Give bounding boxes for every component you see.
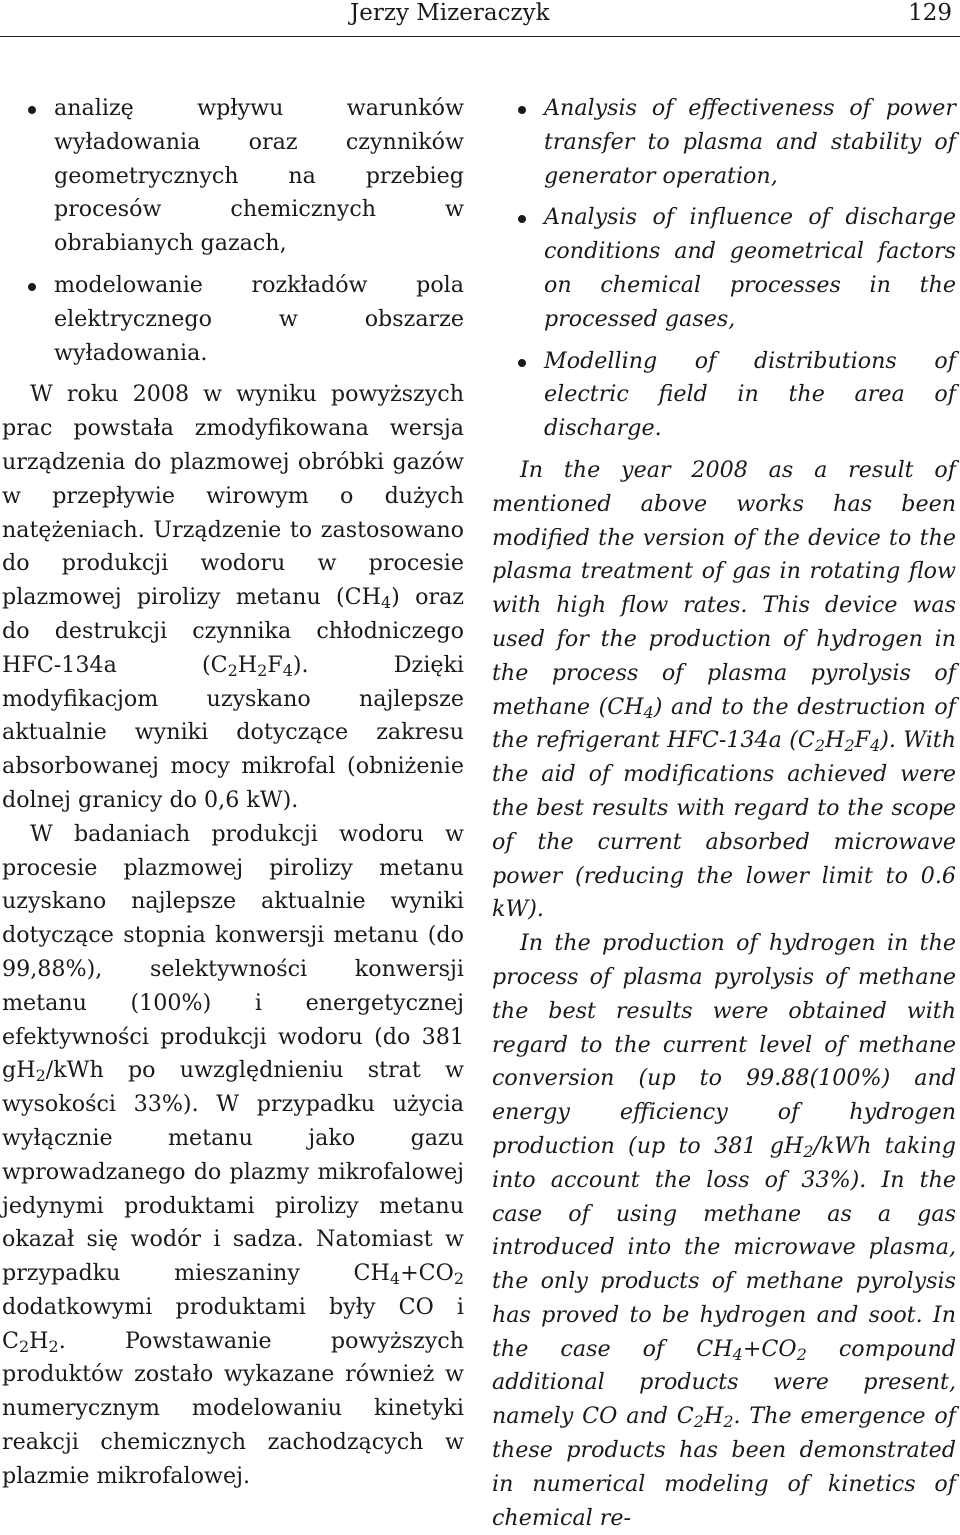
english-paragraph-1: In the year 2008 as a result of mentioned above works has been modified the version of the device to the plasma treatment of gas in rotating flow with high flow rates. This device was used for the production of hydrogen in the process of plasma pyrolysis of methane $(CH_4)$ and to the destruction of the refrigerant HFC-134a $(C_2H_2F_4)$. With the aid of modifications achieved were the best results with regard to the scope of the current absorbed microwave power (reducing the lower limit to 0.6 kW).: [492, 456, 957, 923]
running-header: [0, 0, 960, 32]
list-item: [2, 92, 464, 261]
polish-bullet-list: [2, 92, 464, 370]
list-item: [492, 92, 956, 193]
english-column: [492, 92, 956, 1535]
english-paragraph-2: In the production of hydrogen in the process of plasma pyrolysis of methane the best results were obtained with regard to the current level of methane conversion (up to 99.88(100%) and energy efficiency of hydrogen production (up to 381 $gH_2$/kWh taking into account the loss of 33%). In the case of using methane as a gas introduced into the microwave plasma, the only products of methane pyrolysis has proved to be hydrogen and soot. In the case of $CH_4+CO_2$ compound additional products were present, namely CO and $C_2H_2$. The emergence of these products has been demonstrated in numerical modeling of kinetics of chemical re-: [492, 930, 957, 1531]
bullet-icon: [518, 106, 526, 114]
bullet-icon: [518, 359, 526, 367]
list-item: [492, 345, 956, 446]
english-bullet-list: [492, 92, 956, 446]
list-item-text: Analysis of effectiveness of power transfer to plasma and stability of generator operation,: [544, 95, 956, 189]
page-number: 129: [908, 0, 952, 26]
list-item: [492, 201, 956, 336]
polish-paragraph-2: W badaniach produkcji wodoru w procesie plazmowej pirolizy metanu uzyskano najlepsze aktualnie wyniki dotyczące stopnia konwersji metanu (do 99,88%), selektywności konwersji metanu (100%) i energetycznej efektywności produkcji wodoru (do 381 $gH_2$/kWh po uwzględnieniu strat w wysokości 33%). W przypadku użycia wyłącznie metanu jako gazu wprowadzanego do plazmy mikrofalowej jedynymi produktami pirolizy metanu okazał się wodór i sadza. Natomiast w przypadku mieszaniny $CH_4+CO_2$ dodatkowymi produktami były CO i $C_2H_2$. Powstawanie powyższych produktów zostało wykazane również w numerycznym modelowaniu kinetyki reakcji chemicznych zachodzących w plazmie mikrofalowej.: [2, 820, 464, 1489]
bullet-icon: [518, 215, 526, 223]
list-item-text: analizę wpływu warunków wyładowania oraz czynników geometrycznych na przebieg procesów chemicznych w obrabianych gazach,: [54, 95, 464, 257]
polish-paragraph-1: W roku 2008 w wyniku powyższych prac powstała zmodyfikowana wersja urządzenia do plazmowej obróbki gazów w przepływie wirowym o dużych natężeniach. Urządzenie to zastosowano do produkcji wodoru w procesie plazmowej pirolizy metanu $(CH_4)$ oraz do destrukcji czynnika chłodniczego HFC-134a $(C_2H_2F_4)$. Dzięki modyfikacjom uzyskano najlepsze aktualnie wyniki dotyczące zakresu absorbowanej mocy mikrofal (obniżenie dolnej granicy do 0,6 kW).: [2, 381, 464, 813]
bullet-icon: [28, 106, 36, 114]
list-item: [2, 269, 464, 370]
bullet-icon: [28, 283, 36, 291]
list-item-text: Analysis of influence of discharge conditions and geometrical factors on chemical processes in the processed gases,: [544, 204, 956, 332]
header-rule: [0, 36, 960, 37]
list-item-text: Modelling of distributions of electric field in the area of discharge.: [544, 347, 956, 442]
running-header-author: Jerzy Mizeraczyk: [350, 0, 550, 26]
polish-column: [2, 92, 464, 1494]
list-item-text: modelowanie rozkładów pola elektrycznego w obszarze wyładowania.: [54, 271, 464, 366]
